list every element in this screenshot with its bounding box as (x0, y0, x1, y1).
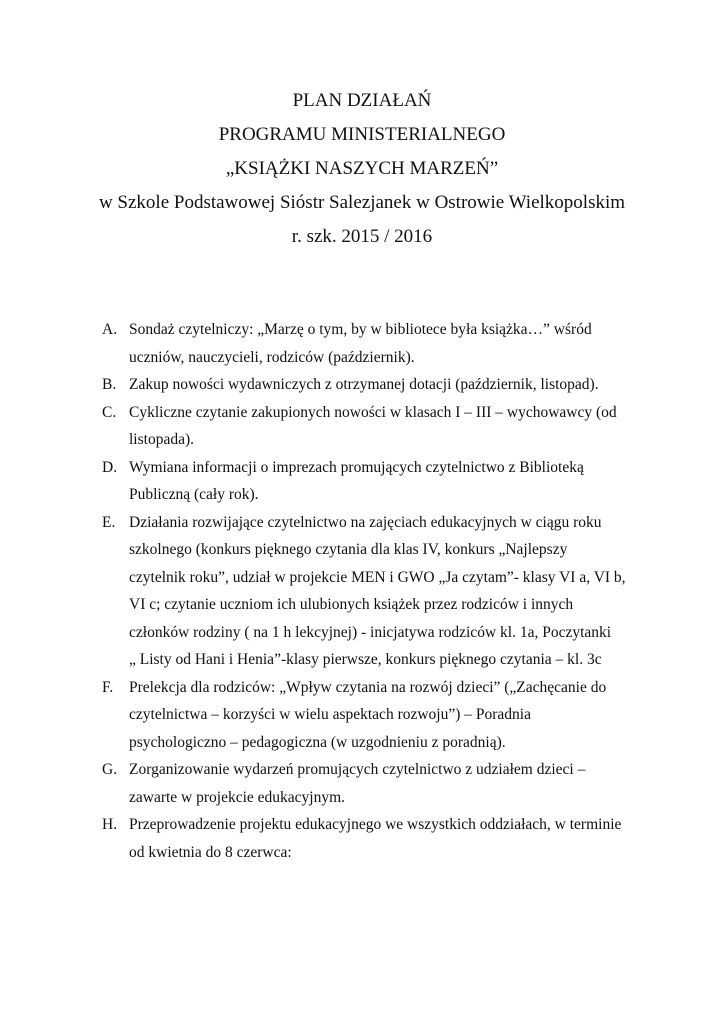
item-line: psychologiczno – pedagogiczna (w uzgodnieniu z poradnią). (129, 733, 506, 751)
item-letter: C. (102, 403, 117, 421)
item-line: zawarte w projekcie edukacyjnym. (129, 788, 346, 806)
title-line-program-name: „KSIĄŻKI NASZYCH MARZEŃ” (225, 158, 499, 179)
item-text (129, 316, 642, 371)
item-letter: A. (102, 321, 118, 338)
item-line: od kwietnia do 8 czerwca: (129, 843, 292, 861)
list-item (102, 756, 642, 811)
item-line: członków rodziny ( na 1 h lekcyjnej) - inicjatywa rodziców kl. 1a, Poczytanki (129, 623, 612, 641)
item-text (129, 811, 642, 866)
item-line: Zakup nowości wydawniczych z otrzymanej dotacji (październik, listopad). (129, 376, 599, 393)
title-line-program: PROGRAMU MINISTERIALNEGO (218, 124, 506, 145)
list-item (102, 316, 642, 371)
item-letter: H. (102, 816, 118, 833)
item-letter: E. (102, 513, 116, 531)
document-title (0, 84, 724, 254)
item-line: uczniów, nauczycieli, rodziców (październik). (129, 348, 415, 366)
title-line-plan: PLAN DZIAŁAŃ (292, 90, 432, 111)
item-letter: G. (102, 761, 118, 778)
item-text (129, 756, 642, 811)
title-line-school-year: r. szk. 2015 / 2016 (291, 226, 433, 247)
item-line: Prelekcja dla rodziców: „Wpływ czytania na rozwój dzieci” („Zachęcanie do (129, 678, 607, 696)
item-line: szkolnego (konkurs pięknego czytania dla klas IV, konkurs „Najlepszy (129, 541, 568, 558)
item-line: „ Listy od Hani i Henia”-klasy pierwsze, konkurs pięknego czytania – kl. 3c (129, 651, 602, 668)
list-item (102, 509, 642, 674)
item-letter: B. (102, 376, 117, 393)
list-item (102, 674, 642, 757)
action-plan-list (102, 316, 642, 866)
item-line: Publiczną (cały rok). (129, 486, 259, 503)
item-letter: F. (102, 678, 114, 696)
item-text (129, 371, 642, 399)
item-line: czytelnik roku”, udział w projekcie MEN i GWO „Ja czytam”- klasy VI a, VI b, (129, 568, 626, 586)
list-item (102, 399, 642, 454)
item-text (129, 674, 642, 757)
title-line-school: w Szkole Podstawowej Sióstr Salezjanek w Ostrowie Wielkopolskim (98, 192, 626, 213)
list-item (102, 371, 642, 399)
item-line: VI c; czytanie uczniom ich ulubionych książek przez rodziców i innych (129, 596, 574, 613)
item-line: Cykliczne czytanie zakupionych nowości w klasach I – III – wychowawcy (od (129, 403, 617, 421)
item-line: czytelnictwa – korzyści w wielu aspektach rozwoju”) – Poradnia (129, 706, 531, 723)
item-line: listopada). (129, 431, 194, 448)
item-line: Przeprowadzenie projektu edukacyjnego we wszystkich oddziałach, w terminie (129, 816, 622, 833)
item-text (129, 454, 642, 509)
item-line: Wymiana informacji o imprezach promujących czytelnictwo z Biblioteką (129, 458, 584, 476)
item-letter: D. (102, 458, 118, 476)
list-item (102, 454, 642, 509)
item-line: Zorganizowanie wydarzeń promujących czytelnictwo z udziałem dzieci – (129, 761, 586, 778)
list-item (102, 811, 642, 866)
item-text (129, 509, 642, 674)
item-line: Działania rozwijające czytelnictwo na zajęciach edukacyjnych w ciągu roku (129, 513, 602, 531)
item-line: Sondaż czytelniczy: „Marzę o tym, by w bibliotece była książka…” wśród (129, 321, 592, 338)
item-text (129, 399, 642, 454)
